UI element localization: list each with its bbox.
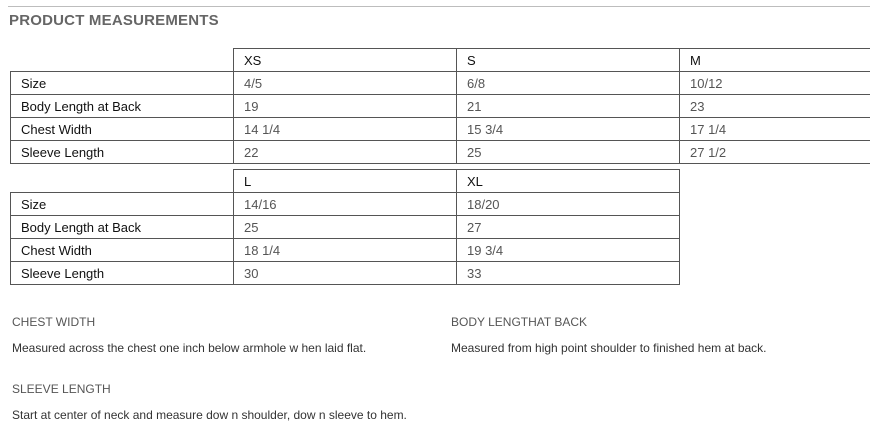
cell-value: 27 1/2 [680, 141, 870, 164]
measurements-table-1 [10, 48, 870, 164]
cell-value: 18 1/4 [234, 239, 457, 262]
cell-value: 14 1/4 [234, 118, 457, 141]
cell-value: 25 [234, 216, 457, 239]
note-heading: BODY LENGTHAT BACK [451, 315, 588, 329]
row-label: Size [11, 193, 234, 216]
table-row [11, 262, 680, 285]
note-sleeve-length [12, 382, 407, 422]
table-row [11, 239, 680, 262]
cell-value: 23 [680, 95, 870, 118]
row-label: Body Length at Back [11, 216, 234, 239]
row-label: Size [11, 72, 234, 95]
table-row [11, 95, 870, 118]
row-label: Sleeve Length [11, 262, 234, 285]
cell-value: 27 [457, 216, 680, 239]
cell-value: 19 3/4 [457, 239, 680, 262]
table-row [11, 216, 680, 239]
cell-value: 15 3/4 [457, 118, 680, 141]
note-text: Measured from high point shoulder to finished hem at back. [451, 341, 767, 355]
row-label: Body Length at Back [11, 95, 234, 118]
size-header-l: L [234, 170, 457, 193]
cell-value: 10/12 [680, 72, 870, 95]
header-blank-cell [11, 170, 234, 193]
table-header-row [11, 170, 680, 193]
page-title: PRODUCT MEASUREMENTS [9, 12, 219, 29]
top-divider [8, 6, 870, 7]
size-header-s: S [457, 49, 680, 72]
cell-value: 30 [234, 262, 457, 285]
note-text: Measured across the chest one inch below armhole w hen laid flat. [12, 341, 367, 355]
cell-value: 33 [457, 262, 680, 285]
row-label: Chest Width [11, 239, 234, 262]
cell-value: 22 [234, 141, 457, 164]
header-blank-cell [11, 49, 234, 72]
cell-value: 4/5 [234, 72, 457, 95]
cell-value: 14/16 [234, 193, 457, 216]
cell-value: 17 1/4 [680, 118, 870, 141]
table-header-row [11, 49, 870, 72]
row-label: Sleeve Length [11, 141, 234, 164]
size-header-xs: XS [234, 49, 457, 72]
measurements-table-2 [10, 169, 680, 285]
cell-value: 6/8 [457, 72, 680, 95]
size-header-m: M [680, 49, 870, 72]
note-text: Start at center of neck and measure dow n shoulder, dow n sleeve to hem. [12, 408, 407, 422]
note-chest-width [12, 315, 366, 355]
row-label: Chest Width [11, 118, 234, 141]
cell-value: 21 [457, 95, 680, 118]
table-row [11, 193, 680, 216]
note-heading: CHEST WIDTH [12, 315, 96, 329]
size-header-xl: XL [457, 170, 680, 193]
note-heading: SLEEVE LENGTH [12, 382, 111, 396]
cell-value: 25 [457, 141, 680, 164]
table-row [11, 141, 870, 164]
table-row [11, 72, 870, 95]
cell-value: 19 [234, 95, 457, 118]
note-body-length [451, 315, 767, 355]
table-row [11, 118, 870, 141]
cell-value: 18/20 [457, 193, 680, 216]
